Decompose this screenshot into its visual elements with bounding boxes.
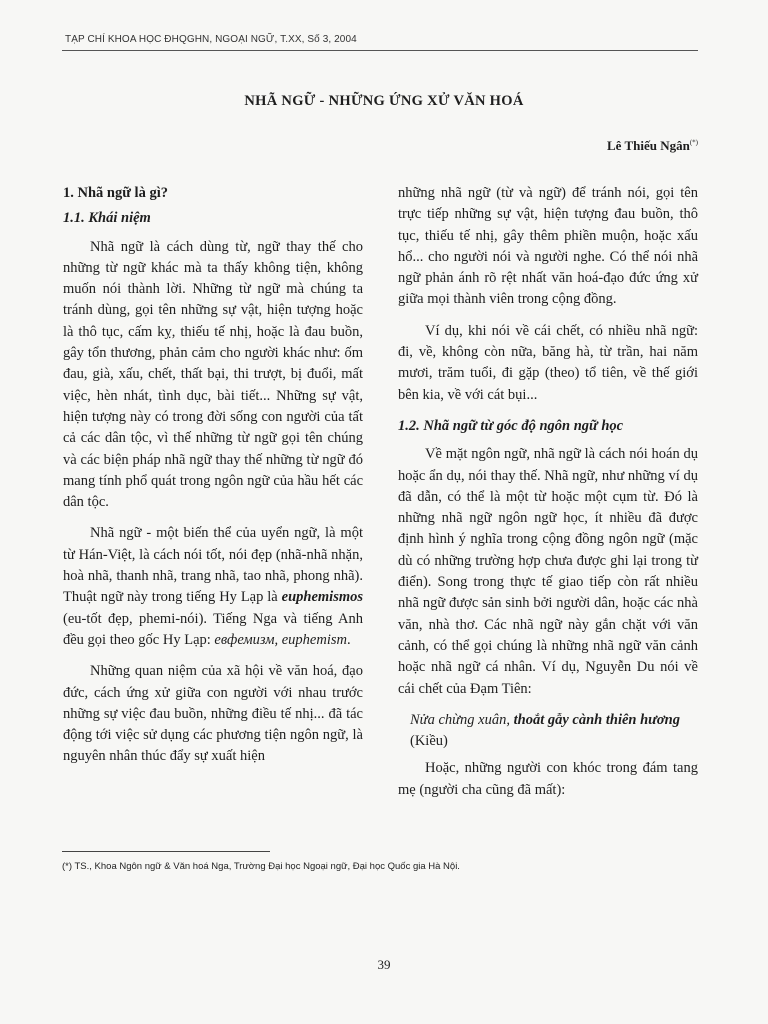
euphemismos-term: euphemismos <box>281 589 364 606</box>
section-1-heading: 1. Nhã ngữ là gì? <box>63 185 168 201</box>
paragraph-definition: Nhã ngữ là cách dùng từ, ngữ thay thế cho những từ ngữ khác mà ta thấy không tiện, không muốn nói thành lời. Những từ ngữ mà chúng ta tránh dùng, gọi tên những sự vật, hiện tượng hoặc là thô tục, cấm kỵ, thiếu tế nhị, hoặc là đau buồn, gây tổn thương, phản cảm cho người khác như: ốm đau, già, xấu, chết, thất bại, thi trượt, bị đuổi, mất việc, hèn nhát, tình dục, bài tiết... Những sự vật, hiện tượng này có trong đời sống con người của tất cả các dân tộc, vì thế những từ ngữ gọi tên chúng và các biện pháp nhã ngữ thay thế những từ ngữ đó mang tính phổ quát trong ngôn ngữ của hầu hết các dân tộc. <box>63 238 363 511</box>
author-name <box>607 138 698 154</box>
verse-part-a: Nửa chừng xuân, <box>410 711 510 728</box>
etymology-text-c: . <box>346 631 351 648</box>
running-header: TẠP CHÍ KHOA HỌC ĐHQGHN, NGOẠI NGỮ, T.XX, Số 3, 2004 <box>65 34 357 45</box>
etymology-text-a: Nhã ngữ - một biến thể của uyển ngữ, là một từ Hán-Việt, là cách nói tốt, nói đẹp (nhã-nhã nhặn, hoà nhã, thanh nhã, trang nhã, tao nhã, phong nhã). Thuật ngữ này trong tiếng Hy Lạp là <box>63 525 363 606</box>
right-column <box>398 183 698 811</box>
verse-source: (Kiều) <box>410 733 448 750</box>
header-rule <box>62 50 698 51</box>
author-footnote-mark: (*) <box>689 138 698 147</box>
paragraph-death-examples: Ví dụ, khi nói về cái chết, có nhiều nhã ngữ: đi, về, không còn nữa, băng hà, từ trần, hai năm mươi, trăm tuổi, đi gặp (theo) tổ tiên, về thế giới bên kia, về với cát bụi... <box>398 322 698 403</box>
verse-part-b: thoắt gẫy cành thiên hương <box>513 711 680 728</box>
paragraph-continuation: những nhã ngữ (từ và ngữ) để tránh nói, gọi tên trực tiếp những sự vật, hiện tượng đau buồn, thô tục, thiếu tế nhị, gây thêm phiền muộn, hoặc xấu hổ... cho người nói và người nghe. Có thể nói nhã ngữ phản ánh rõ rệt nhất văn hoá-đạo đức ứng xử giữa mọi thành viên trong cộng đồng. <box>398 185 698 308</box>
footnote-rule <box>62 851 270 852</box>
left-column <box>63 183 363 778</box>
paragraph-funeral: Hoặc, những người con khóc trong đám tang mẹ (người cha cũng đã mất): <box>398 760 698 798</box>
footnote: (*) TS., Khoa Ngôn ngữ & Văn hoá Nga, Trường Đại học Ngoại ngữ, Đại học Quốc gia Hà Nội. <box>62 861 460 872</box>
author-text: Lê Thiếu Ngân <box>606 138 690 153</box>
section-1-2-heading: 1.2. Nhã ngữ từ góc độ ngôn ngữ học <box>398 417 624 434</box>
etymology-text-b: (eu-tốt đẹp, phemi-nói). Tiếng Nga và tiếng Anh đều gọi theo gốc Hy Lạp: <box>63 610 363 648</box>
article-title: NHÃ NGỮ - NHỮNG ỨNG XỬ VĂN HOÁ <box>244 93 524 109</box>
russian-english-terms: eвфемизм, euphemism <box>214 631 347 648</box>
verse-quote <box>398 710 698 753</box>
page-number: 39 <box>377 957 391 972</box>
paragraph-linguistics: Về mặt ngôn ngữ, nhã ngữ là cách nói hoán dụ hoặc ẩn dụ, nói thay thế. Nhã ngữ, như những ví dụ đã dẫn, có thể là một từ hoặc một cụm từ. Đó là những nhã ngữ ngôn ngữ học, ít nhiều đã được định hình ý nghĩa trong cộng đồng ngôn ngữ (mặc dù có những trường hợp chưa được ghi lại trong từ điển). Song trong thực tế giao tiếp còn rất nhiều nhã ngữ được sản sinh bởi người dân, hoặc các nhà văn, nhà thơ. Các nhã ngữ này gắn chặt với văn cảnh, có thể gọi chúng là những nhã ngữ văn cảnh hoặc nhã ngữ cá nhân. Ví dụ, Nguyễn Du nói về cái chết của Đạm Tiên: <box>398 446 698 697</box>
paragraph-society: Những quan niệm của xã hội về văn hoá, đạo đức, cách ứng xử giữa con người với nhau trước những sự việc đau buồn, những điều tế nhị... đã tác động tới việc sử dụng các phương tiện ngôn ngữ, là nguyên nhân thúc đẩy sự xuất hiện <box>63 663 363 765</box>
paragraph-etymology <box>63 523 363 651</box>
section-1-1-heading: 1.1. Khái niệm <box>63 210 151 227</box>
